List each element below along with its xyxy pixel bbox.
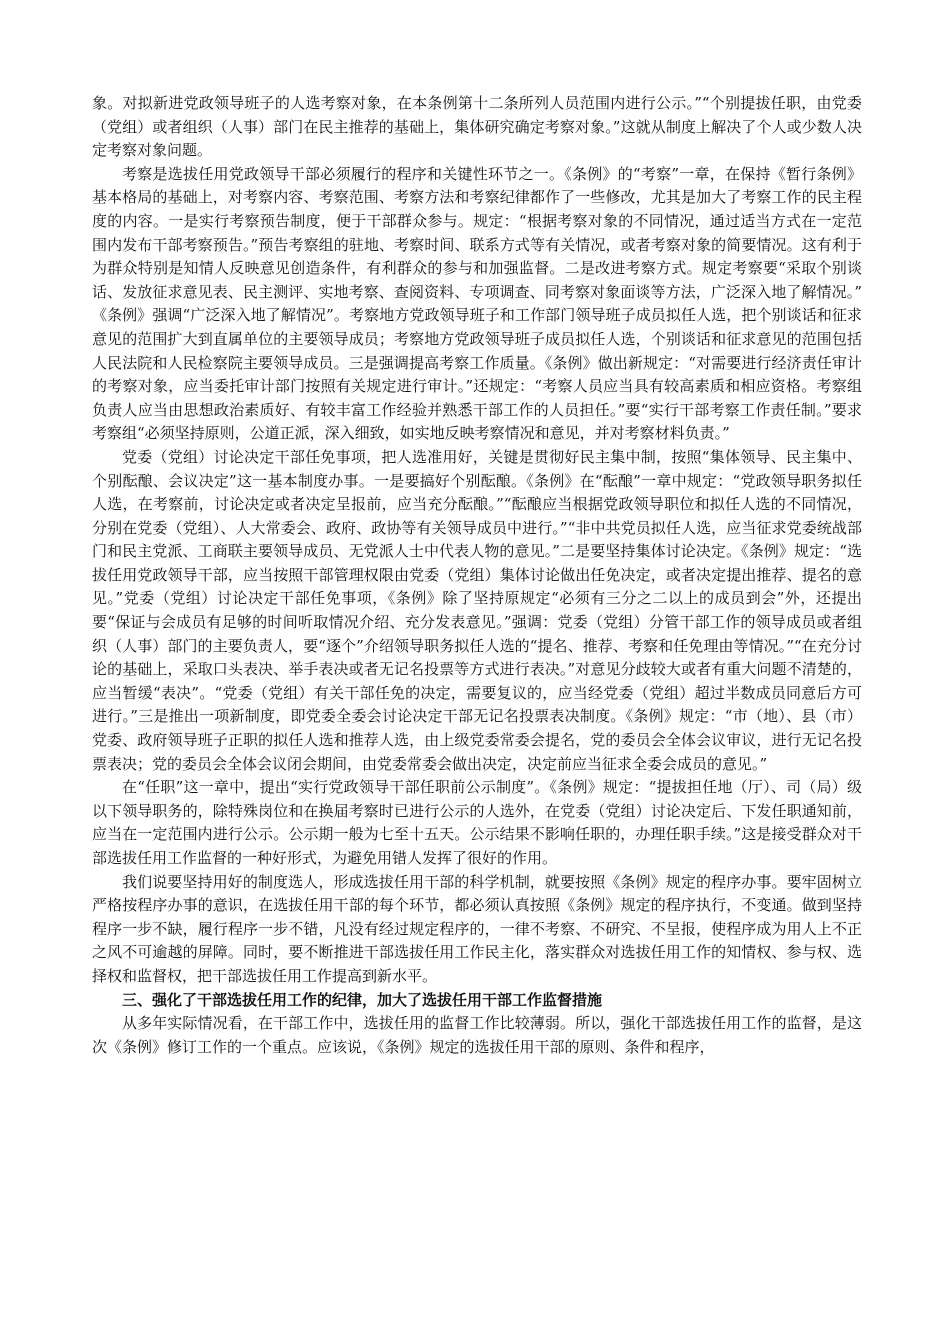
paragraph-appointment: 在“任职”这一章中，提出“实行党政领导干部任职前公示制度”。《条例》规定：“提拔担任地（厅）、司（局）级以下领导职务的，除特殊岗位和在换届考察时已进行公示的人选外，在党委（党组）讨论决定后、下发任职通知前，应当在一定范围内进行公示。公示期一般为七至十五天。公示结果不影响任职的，办理任职手续。”这是接受群众对干部选拔任用工作监督的一种好形式，为避免用错人发挥了很好的作用。 <box>92 778 862 867</box>
paragraph-procedure: 我们说要坚持用好的制度选人，形成选拔任用干部的科学机制，就要按照《条例》规定的程序办事。要牢固树立严格按程序办事的意识，在选拔任用干部的每个环节，都必须认真按照《条例》规定的程序执行，不变通。做到坚持程序一步不缺，履行程序一步不错，凡没有经过规定程序的，一律不考察、不研究、不呈报，使程序成为用人上不正之风不可逾越的屏障。同时，要不断推进干部选拔任用工作民主化，落实群众对选拔任用工作的知情权、参与权、选择权和监督权，把干部选拔任用工作提高到新水平。 <box>92 872 862 985</box>
paragraph-inspection: 考察是选拔任用党政领导干部必须履行的程序和关键性环节之一。《条例》的“考察”一章，在保持《暂行条例》基本格局的基础上，对考察内容、考察范围、考察方法和考察纪律都作了一些修改，尤其是加大了考察工作的民主程度的内容。一是实行考察预告制度，便于干部群众参与。规定：“根据考察对象的不同情况，通过适当方式在一定范围内发布干部考察预告。”预告考察组的驻地、考察时间、联系方式等有关情况，或者考察对象的简要情况。这有利于为群众特别是知情人反映意见创造条件，有利群众的参与和加强监督。二是改进考察方式。规定考察要“采取个别谈话、发放征求意见表、民主测评、实地考察、查阅资料、专项调查、同考察对象面谈等方法，广泛深入地了解情况。” 《条例》强调“广泛深入地了解情况”。考察地方党政领导班子和工作部门领导班子成员拟任人选，把个别谈话和征求意见的范围扩大到直属单位的主要领导成员；考察地方党政领导班子成员拟任人选，个别谈话和征求意见的范围包括人民法院和人民检察院主要领导成员。三是强调提高考察工作质量。《条例》做出新规定：“对需要进行经济责任审计的考察对象，应当委托审计部门按照有关规定进行审计。”还规定：“考察人员应当具有较高素质和相应资格。考察组负责人应当由思想政治素质好、有较丰富工作经验并熟悉干部工作的人员担任。”要“实行干部考察工作责任制。”要求考察组“必须坚持原则，公道正派，深入细致，如实地反映考察情况和意见，并对考察材料负责。” <box>92 164 862 443</box>
paragraph-supervision: 从多年实际情况看，在干部工作中，选拔任用的监督工作比较薄弱。所以，强化干部选拔任用工作的监督，是这次《条例》修订工作的一个重点。应该说，《条例》规定的选拔任用干部的原则、条件和程序， <box>92 1014 862 1056</box>
document-page <box>92 92 862 1059</box>
paragraph-party-committee: 党委（党组）讨论决定干部任免事项，把人选准用好，关键是贯彻好民主集中制，按照“集体领导、民主集中、个别酝酿、会议决定”这一基本制度办事。一是要搞好个别酝酿。《条例》在“酝酿”一章中规定：“党政领导职务拟任人选，在考察前，讨论决定或者决定呈报前，应当充分酝酿。”“酝酿应当根据党政领导职位和拟任人选的不同情况，分别在党委（党组）、人大常委会、政府、政协等有关领导成员中进行。”“非中共党员拟任人选，应当征求党委统战部门和民主党派、工商联主要领导成员、无党派人士中代表人物的意见。”二是要坚持集体讨论决定。《条例》规定：“选拔任用党政领导干部，应当按照干部管理权限由党委（党组）集体讨论做出任免决定，或者决定提出推荐、提名的意见。”党委（党组）讨论决定干部任免事项，《条例》除了坚持原规定“必须有三分之二以上的成员到会”外，还提出要“保证与会成员有足够的时间听取情况介绍、充分发表意见。”强调：党委（党组）分管干部工作的领导成员或者组织（人事）部门的主要负责人，要“逐个”介绍领导职务拟任人选的“提名、推荐、考察和任免理由等情况。”“在充分讨论的基础上，采取口头表决、举手表决或者无记名投票等方式进行表决。”对意见分歧较大或者有重大问题不清楚的，应当暂缓“表决”。“党委（党组）有关干部任免的决定，需要复议的，应当经党委（党组）超过半数成员同意后方可进行。”三是推出一项新制度，即党委全委会讨论决定干部无记名投票表决制度。《条例》规定：“市（地）、县（市）党委、政府领导班子正职的拟任人选和推荐人选，由上级党委常委会提名，党的委员会全体会议审议，进行无记名投票表决；党的委员会全体会议闭会期间，由党委常委会做出决定，决定前应当征求全委会成员的意见。” <box>92 447 862 773</box>
paragraph-continuation: 象。对拟新进党政领导班子的人选考察对象，在本条例第十二条所列人员范围内进行公示。”“个别提拔任职，由党委（党组）或者组织（人事）部门在民主推荐的基础上，集体研究确定考察对象。”这就从制度上解决了个人或少数人决定考察对象问题。 <box>92 94 862 160</box>
section-heading: 三、强化了干部选拔任用工作的纪律，加大了选拔任用干部工作监督措施 <box>122 990 603 1009</box>
